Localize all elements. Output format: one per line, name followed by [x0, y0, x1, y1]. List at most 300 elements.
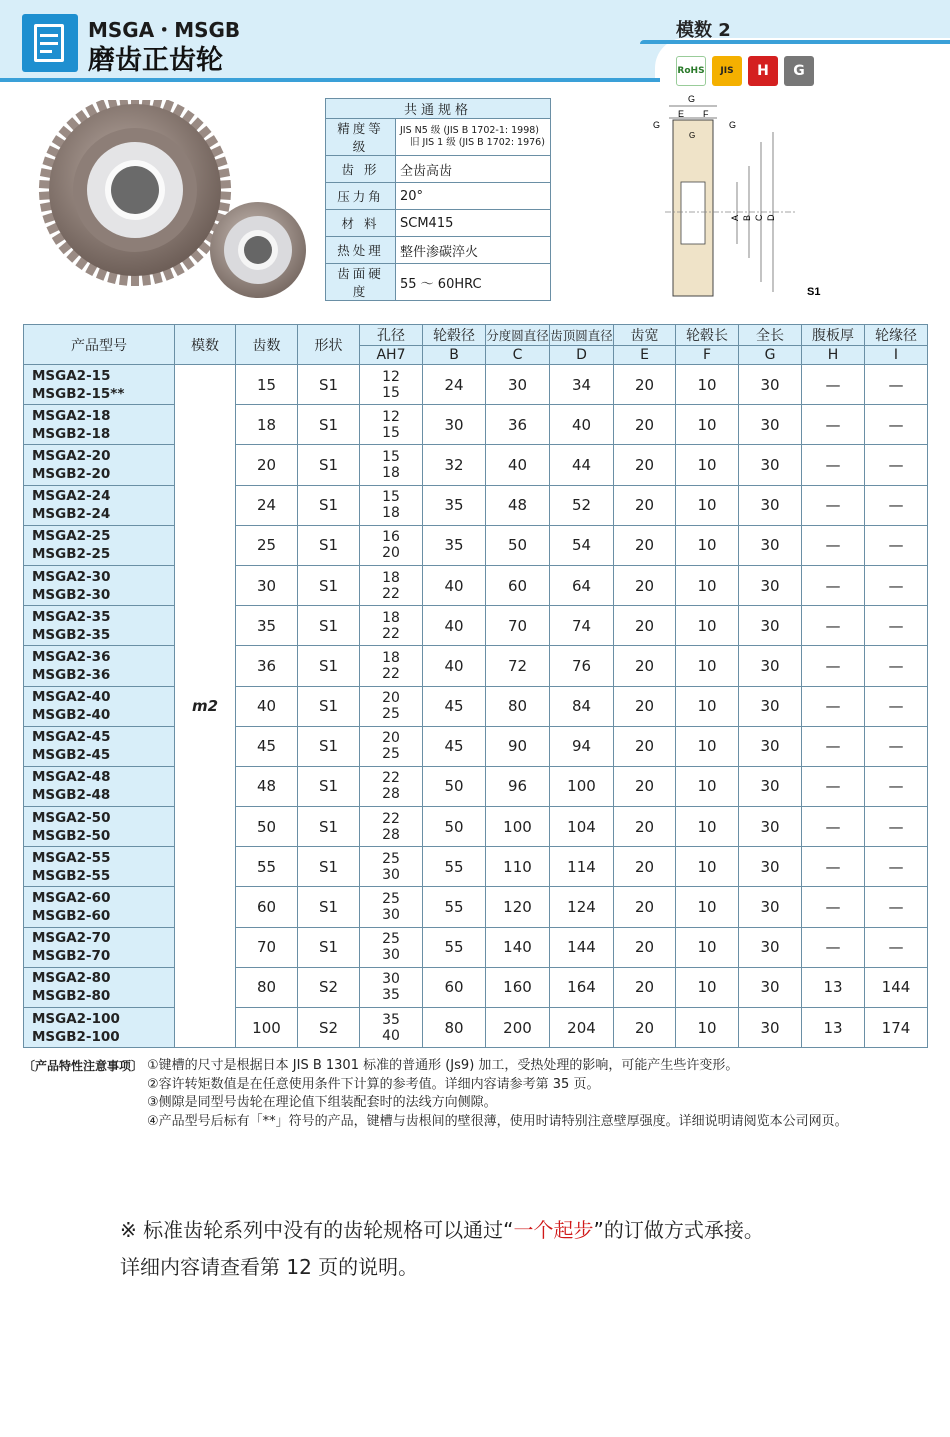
- cell-f: 10: [676, 766, 739, 806]
- cell-b: 60: [423, 967, 486, 1007]
- cell-c: 200: [486, 1008, 550, 1048]
- cell-h: —: [802, 807, 865, 847]
- cell-c: 40: [486, 445, 550, 485]
- product-model-cell: [24, 807, 175, 847]
- cell-e: 20: [614, 445, 676, 485]
- product-model-cell: [24, 1008, 175, 1048]
- bore-value: 20: [382, 545, 400, 562]
- spec-key: 精度等级: [326, 119, 396, 156]
- table-row: [24, 646, 928, 686]
- table-row: [24, 1008, 928, 1048]
- cell-c: 72: [486, 646, 550, 686]
- bore-value: 28: [382, 786, 400, 803]
- cell-z: 25: [236, 525, 298, 565]
- product-model-cell: [24, 766, 175, 806]
- bore-cell: [360, 1008, 423, 1048]
- bore-value: 18: [382, 569, 400, 586]
- cell-e: 20: [614, 365, 676, 405]
- cell-h: —: [802, 365, 865, 405]
- cell-e: 20: [614, 726, 676, 766]
- bore-cell: [360, 847, 423, 887]
- cell-z: 70: [236, 927, 298, 967]
- bore-cell: [360, 565, 423, 605]
- cell-d: 164: [550, 967, 614, 1007]
- cell-d: 40: [550, 405, 614, 445]
- cell-f: 10: [676, 365, 739, 405]
- cell-z: 55: [236, 847, 298, 887]
- model-msga: MSGA2-70: [32, 930, 111, 947]
- col-header: 轮毂径: [423, 325, 486, 346]
- title-cn: 磨齿正齿轮: [88, 45, 223, 76]
- cell-shape: S1: [298, 847, 360, 887]
- product-model-cell: [24, 485, 175, 525]
- cell-g: 30: [739, 967, 802, 1007]
- cell-shape: S1: [298, 807, 360, 847]
- bore-cell: [360, 887, 423, 927]
- cell-d: 74: [550, 606, 614, 646]
- dim-label: F: [703, 109, 709, 119]
- model-msgb: MSGB2-35: [32, 626, 111, 643]
- model-msga: MSGA2-100: [32, 1010, 120, 1027]
- model-msgb: MSGB2-80: [32, 988, 111, 1005]
- dim-label: D: [766, 214, 776, 221]
- cell-b: 50: [423, 807, 486, 847]
- cell-d: 94: [550, 726, 614, 766]
- cell-c: 30: [486, 365, 550, 405]
- col-header: 齿数: [236, 325, 298, 365]
- cell-z: 100: [236, 1008, 298, 1048]
- cell-d: 204: [550, 1008, 614, 1048]
- cell-i: 144: [865, 967, 928, 1007]
- col-subheader: G: [739, 346, 802, 365]
- cell-g: 30: [739, 807, 802, 847]
- cell-d: 84: [550, 686, 614, 726]
- bore-value: 20: [382, 690, 400, 707]
- table-row: [24, 766, 928, 806]
- cell-b: 35: [423, 525, 486, 565]
- bore-value: 22: [382, 585, 400, 602]
- cell-d: 34: [550, 365, 614, 405]
- model-msga: MSGA2-20: [32, 447, 111, 464]
- bore-value: 12: [382, 408, 400, 425]
- cell-g: 30: [739, 847, 802, 887]
- cell-e: 20: [614, 525, 676, 565]
- model-msgb: MSGB2-70: [32, 948, 111, 965]
- cell-z: 24: [236, 485, 298, 525]
- catalog-page-icon: [22, 14, 78, 72]
- model-msgb: MSGB2-45: [32, 747, 111, 764]
- product-model-cell: [24, 887, 175, 927]
- table-row: [24, 445, 928, 485]
- cell-b: 50: [423, 766, 486, 806]
- bore-value: 15: [382, 424, 400, 441]
- col-subheader: E: [614, 346, 676, 365]
- cell-b: 40: [423, 646, 486, 686]
- cell-c: 140: [486, 927, 550, 967]
- cell-z: 48: [236, 766, 298, 806]
- cell-f: 10: [676, 606, 739, 646]
- bore-cell: [360, 646, 423, 686]
- cell-c: 50: [486, 525, 550, 565]
- gear-section-diagram: [645, 92, 845, 304]
- model-msga: MSGA2-60: [32, 890, 111, 907]
- spec-key: 齿面硬度: [326, 264, 396, 301]
- cell-g: 30: [739, 565, 802, 605]
- cell-b: 55: [423, 927, 486, 967]
- bore-value: 25: [382, 706, 400, 723]
- cell-d: 54: [550, 525, 614, 565]
- model-msga: MSGA2-50: [32, 809, 111, 826]
- cell-i: —: [865, 405, 928, 445]
- cell-d: 104: [550, 807, 614, 847]
- cell-h: —: [802, 847, 865, 887]
- cell-shape: S1: [298, 405, 360, 445]
- cell-b: 40: [423, 565, 486, 605]
- cell-c: 36: [486, 405, 550, 445]
- model-msgb: MSGB2-36: [32, 666, 111, 683]
- cell-h: —: [802, 485, 865, 525]
- cell-g: 30: [739, 365, 802, 405]
- cell-f: 10: [676, 887, 739, 927]
- cell-e: 20: [614, 766, 676, 806]
- bore-value: 25: [382, 850, 400, 867]
- col-header: 全长: [739, 325, 802, 346]
- cell-d: 64: [550, 565, 614, 605]
- bore-value: 30: [382, 866, 400, 883]
- common-spec-table: [325, 98, 551, 301]
- table-row: [24, 485, 928, 525]
- cell-i: —: [865, 887, 928, 927]
- footer-text: ”的订做方式承接。: [593, 1218, 764, 1242]
- table-row: [24, 847, 928, 887]
- cell-d: 114: [550, 847, 614, 887]
- cell-c: 80: [486, 686, 550, 726]
- bore-value: 30: [382, 907, 400, 924]
- feature-badges: [676, 56, 816, 88]
- cell-f: 10: [676, 927, 739, 967]
- bore-value: 25: [382, 746, 400, 763]
- cell-e: 20: [614, 847, 676, 887]
- spec-key: 热处理: [326, 237, 396, 264]
- cell-e: 20: [614, 565, 676, 605]
- table-body: [24, 365, 928, 1048]
- cell-g: 30: [739, 606, 802, 646]
- bore-value: 18: [382, 505, 400, 522]
- cell-i: —: [865, 927, 928, 967]
- cell-shape: S1: [298, 766, 360, 806]
- cell-b: 24: [423, 365, 486, 405]
- model-msga: MSGA2-18: [32, 407, 111, 424]
- model-msgb: MSGB2-24: [32, 506, 111, 523]
- col-header: 模数: [175, 325, 236, 365]
- cell-b: 45: [423, 686, 486, 726]
- spec-value-line: JIS N5 级 (JIS B 1702-1: 1998): [400, 125, 539, 136]
- product-model-cell: [24, 686, 175, 726]
- bore-value: 35: [382, 987, 400, 1004]
- spec-key: 压力角: [326, 183, 396, 210]
- model-msgb: MSGB2-60: [32, 908, 111, 925]
- cell-shape: S1: [298, 606, 360, 646]
- cell-f: 10: [676, 847, 739, 887]
- custom-order-line: [120, 1212, 880, 1249]
- model-msgb: MSGB2-100: [32, 1028, 120, 1045]
- hardened-badge-icon: H: [748, 56, 778, 86]
- cell-c: 90: [486, 726, 550, 766]
- cell-g: 30: [739, 686, 802, 726]
- dim-label: G: [689, 131, 696, 140]
- notes-list: [147, 1057, 937, 1131]
- col-subheader: C: [486, 346, 550, 365]
- col-subheader: AH7: [360, 346, 423, 365]
- cell-g: 30: [739, 726, 802, 766]
- model-msga: MSGA2-40: [32, 689, 111, 706]
- model-msga: MSGA2-30: [32, 568, 111, 585]
- cell-shape: S1: [298, 726, 360, 766]
- product-model-cell: [24, 405, 175, 445]
- spec-value: [396, 119, 551, 156]
- col-header: 轮缘径: [865, 325, 928, 346]
- notes-label: 〔产品特性注意事项〕: [23, 1059, 144, 1073]
- col-subheader: B: [423, 346, 486, 365]
- col-header: 腹板厚: [802, 325, 865, 346]
- cell-i: —: [865, 606, 928, 646]
- cell-c: 48: [486, 485, 550, 525]
- cell-shape: S2: [298, 967, 360, 1007]
- cell-h: —: [802, 686, 865, 726]
- header-rule: [0, 78, 660, 82]
- cell-i: 174: [865, 1008, 928, 1048]
- spec-value: 全齿高齿: [396, 156, 551, 183]
- table-row: [24, 887, 928, 927]
- note-item: ②容许转矩数值是在任意使用条件下计算的参考值。详细内容请参考第 35 页。: [147, 1076, 600, 1092]
- col-header: 轮毂长: [676, 325, 739, 346]
- custom-order-note: [120, 1212, 880, 1286]
- cell-i: —: [865, 565, 928, 605]
- cell-b: 30: [423, 405, 486, 445]
- bore-value: 20: [382, 730, 400, 747]
- bore-cell: [360, 766, 423, 806]
- cell-shape: S1: [298, 445, 360, 485]
- cell-e: 20: [614, 887, 676, 927]
- model-msgb: MSGB2-55: [32, 867, 111, 884]
- model-msgb: MSGB2-48: [32, 787, 111, 804]
- col-header: 齿宽: [614, 325, 676, 346]
- spec-value: 20°: [396, 183, 551, 210]
- col-header: 产品型号: [24, 325, 175, 365]
- cell-shape: S1: [298, 686, 360, 726]
- footer-line: 详细内容请查看第 12 页的说明。: [120, 1255, 419, 1279]
- bore-cell: [360, 967, 423, 1007]
- model-msgb: MSGB2-50: [32, 827, 111, 844]
- cell-h: —: [802, 606, 865, 646]
- bore-value: 22: [382, 810, 400, 827]
- table-row: [24, 405, 928, 445]
- cell-shape: S2: [298, 1008, 360, 1048]
- cell-g: 30: [739, 646, 802, 686]
- cell-h: —: [802, 887, 865, 927]
- cell-i: —: [865, 686, 928, 726]
- dim-label: G: [729, 120, 737, 130]
- cell-d: 76: [550, 646, 614, 686]
- cell-g: 30: [739, 1008, 802, 1048]
- cell-f: 10: [676, 565, 739, 605]
- cell-g: 30: [739, 405, 802, 445]
- cell-shape: S1: [298, 365, 360, 405]
- model-msgb: MSGB2-18: [32, 425, 111, 442]
- spec-key: 材 料: [326, 210, 396, 237]
- table-row: [24, 927, 928, 967]
- cell-g: 30: [739, 927, 802, 967]
- cell-e: 20: [614, 967, 676, 1007]
- cell-d: 124: [550, 887, 614, 927]
- model-msga: MSGA2-45: [32, 729, 111, 746]
- cell-b: 35: [423, 485, 486, 525]
- bore-value: 30: [382, 947, 400, 964]
- spec-title: 共通规格: [326, 99, 551, 119]
- product-model-cell: [24, 445, 175, 485]
- bore-value: 25: [382, 931, 400, 948]
- bore-cell: [360, 726, 423, 766]
- cell-h: —: [802, 565, 865, 605]
- bore-cell: [360, 485, 423, 525]
- cell-e: 20: [614, 686, 676, 726]
- product-model-cell: [24, 365, 175, 405]
- bore-cell: [360, 606, 423, 646]
- table-row: [24, 807, 928, 847]
- cell-z: 20: [236, 445, 298, 485]
- cell-e: 20: [614, 606, 676, 646]
- cell-i: —: [865, 485, 928, 525]
- cell-shape: S1: [298, 927, 360, 967]
- col-header: 齿顶圆直径: [550, 325, 614, 346]
- cell-c: 160: [486, 967, 550, 1007]
- cell-d: 52: [550, 485, 614, 525]
- dim-label: G: [653, 120, 661, 130]
- cell-f: 10: [676, 807, 739, 847]
- cell-h: —: [802, 726, 865, 766]
- bore-value: 30: [382, 971, 400, 988]
- bore-value: 16: [382, 529, 400, 546]
- page-header: [0, 0, 950, 90]
- ground-badge-icon: G: [784, 56, 814, 86]
- dim-label: C: [754, 214, 764, 221]
- model-msga: MSGA2-24: [32, 488, 111, 505]
- cell-c: 70: [486, 606, 550, 646]
- bore-cell: [360, 686, 423, 726]
- cell-z: 30: [236, 565, 298, 605]
- cell-b: 40: [423, 606, 486, 646]
- col-subheader: I: [865, 346, 928, 365]
- bore-value: 28: [382, 826, 400, 843]
- product-model-cell: [24, 967, 175, 1007]
- product-model-cell: [24, 927, 175, 967]
- cell-g: 30: [739, 485, 802, 525]
- dim-label: E: [678, 109, 685, 119]
- cell-b: 80: [423, 1008, 486, 1048]
- col-header: 形状: [298, 325, 360, 365]
- cell-b: 45: [423, 726, 486, 766]
- dim-label: A: [730, 214, 740, 221]
- cell-f: 10: [676, 686, 739, 726]
- gear-product-image: [30, 100, 310, 310]
- cell-h: —: [802, 646, 865, 686]
- bore-cell: [360, 445, 423, 485]
- cell-c: 100: [486, 807, 550, 847]
- cell-c: 96: [486, 766, 550, 806]
- model-msgb: MSGB2-30: [32, 586, 111, 603]
- cell-shape: S1: [298, 887, 360, 927]
- table-row: [24, 726, 928, 766]
- col-subheader: F: [676, 346, 739, 365]
- bore-value: 35: [382, 1011, 400, 1028]
- cell-f: 10: [676, 405, 739, 445]
- cell-b: 32: [423, 445, 486, 485]
- module-cell: m2: [175, 365, 236, 1048]
- cell-i: —: [865, 847, 928, 887]
- note-item: ①键槽的尺寸是根据日本 JIS B 1301 标准的普通形 (Js9) 加工，受热处理的影响，可能产生些许变形。: [147, 1058, 739, 1073]
- bore-value: 22: [382, 665, 400, 682]
- bore-value: 18: [382, 649, 400, 666]
- cell-i: —: [865, 766, 928, 806]
- cell-f: 10: [676, 445, 739, 485]
- cell-g: 30: [739, 525, 802, 565]
- module-label: 模数 2: [676, 20, 731, 41]
- model-msga: MSGA2-36: [32, 648, 111, 665]
- product-dimension-table: [23, 324, 928, 1048]
- cell-b: 55: [423, 887, 486, 927]
- jis-badge-icon: JIS: [712, 56, 742, 86]
- cell-z: 80: [236, 967, 298, 1007]
- cell-h: 13: [802, 1008, 865, 1048]
- model-msga: MSGA2-80: [32, 970, 111, 987]
- cell-i: —: [865, 525, 928, 565]
- col-subheader: H: [802, 346, 865, 365]
- bore-value: 15: [382, 448, 400, 465]
- bore-value: 18: [382, 609, 400, 626]
- cell-shape: S1: [298, 565, 360, 605]
- model-msga: MSGA2-48: [32, 769, 111, 786]
- cell-z: 45: [236, 726, 298, 766]
- note-item: ④产品型号后标有「**」符号的产品，键槽与齿根间的壁很薄，使用时请特别注意壁厚强度。详细说明请阅览本公司网页。: [147, 1113, 848, 1129]
- cell-e: 20: [614, 405, 676, 445]
- model-msga: MSGA2-25: [32, 528, 111, 545]
- bore-cell: [360, 525, 423, 565]
- spec-value-line: 旧 JIS 1 级 (JIS B 1702: 1976): [410, 137, 545, 148]
- cell-h: 13: [802, 967, 865, 1007]
- cell-h: —: [802, 445, 865, 485]
- product-model-cell: [24, 646, 175, 686]
- rohs-badge-icon: RoHS: [676, 56, 706, 86]
- cell-f: 10: [676, 967, 739, 1007]
- bore-value: 22: [382, 625, 400, 642]
- spec-value: 整件渗碳淬火: [396, 237, 551, 264]
- cell-z: 60: [236, 887, 298, 927]
- cell-e: 20: [614, 485, 676, 525]
- cell-f: 10: [676, 726, 739, 766]
- cell-z: 40: [236, 686, 298, 726]
- table-row: [24, 365, 928, 405]
- cell-g: 30: [739, 887, 802, 927]
- table-row: [24, 565, 928, 605]
- cell-i: —: [865, 807, 928, 847]
- cell-shape: S1: [298, 485, 360, 525]
- cell-h: —: [802, 927, 865, 967]
- cell-z: 18: [236, 405, 298, 445]
- col-subheader: D: [550, 346, 614, 365]
- cell-z: 15: [236, 365, 298, 405]
- product-model-cell: [24, 847, 175, 887]
- title-en: MSGA・MSGB: [88, 18, 241, 42]
